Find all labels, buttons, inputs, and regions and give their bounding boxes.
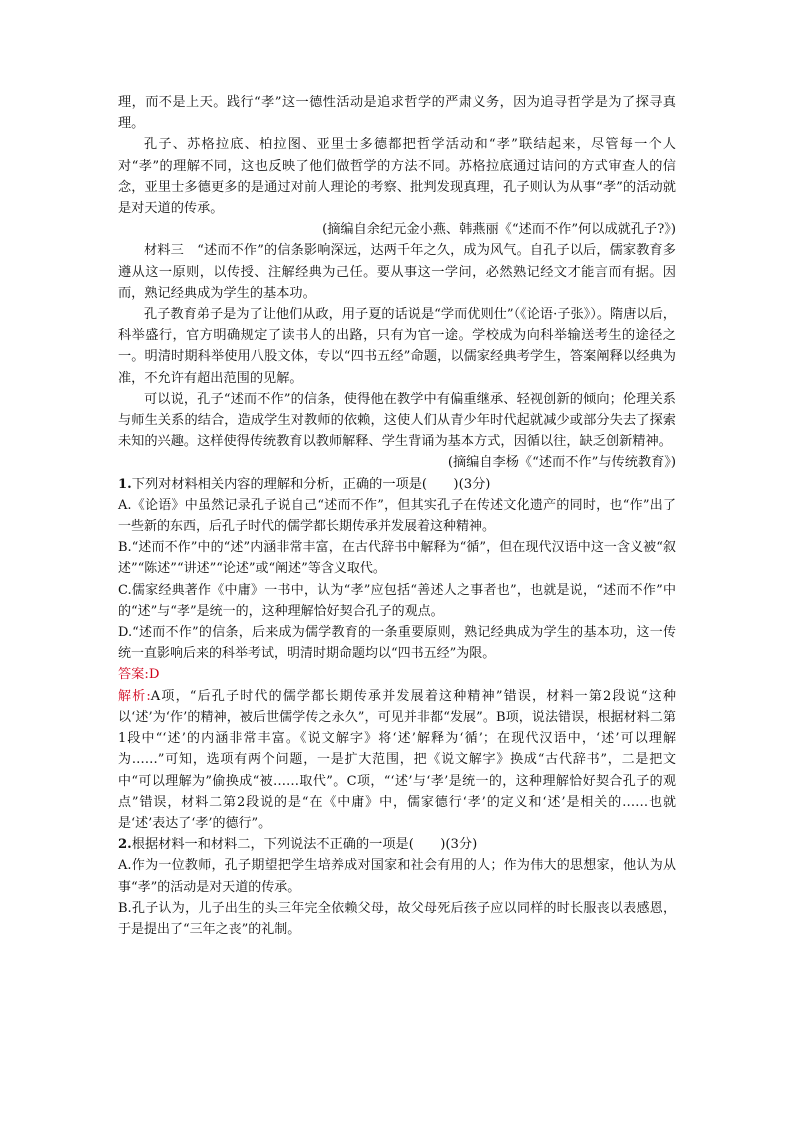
- question-stem: [118, 834, 676, 855]
- source-citation: (摘编自余纪元金小燕、韩燕丽《“述而不作”何以成就孔子?》): [322, 222, 676, 238]
- option-a: A.作为一位教师，孔子期望把学生培养成对国家和社会有用的人；作为伟大的思想家，他认为从事“孝”的活动是对天道的传承。: [118, 858, 676, 895]
- analysis-text: A项，“后孔子时代的儒学都长期传承并发展着这种精神”错误，材料一第2段说“这种以‘述’为‘作’的精神，被后世儒学传之永久”，可见并非都“发展”。B项，说法错误，根据材料二第1段中“‘述’的内涵非常丰富。《说文解字》将‘述’解释为‘循’；在现代汉语中，‘述’可以理解为……”可知，选项有两个问题，一是扩大范围，把《说文解字》换成“古代辞书”，二是把文中“可以理解为”偷换成“被……取代”。C项，“‘述’与‘孝’是统一的，这种理解恰好契合孔子的观点”错误，材料二第2段说的是“在《中庸》中，儒家德行‘孝’的定义和‘述’是相关的……也就是‘述’表达了‘孝’的德行”。: [118, 688, 676, 831]
- passage-paragraph: 孔子、苏格拉底、柏拉图、亚里士多德都把哲学活动和“孝”联结起来，尽管每一个人对“孝”的理解不同，这也反映了他们做哲学的方法不同。苏格拉底通过诘问的方式审查人的信念，亚里士多德更多的是通过对前人理论的考察、批判发现真理，孔子则认为从事“孝”的活动就是对天道的传承。: [118, 137, 676, 217]
- option-d: D.“述而不作”的信条，后来成为儒学教育的一条重要原则，熟记经典成为学生的基本功，这一传统一直影响后来的科举考试，明清时期命题均以“四书五经”为限。: [118, 625, 676, 662]
- answer: [118, 664, 676, 685]
- question-text: 根据材料一和材料二，下列说法不正确的一项是( )(3分): [131, 837, 478, 853]
- document-body: [118, 92, 676, 940]
- option-b: B.“述而不作”中的“述”内涵非常丰富，在古代辞书中解释为“循”，但在现代汉语中这一含义被“叙述”“陈述”“讲述”“论述”或“阐述”等含义取代。: [118, 540, 676, 577]
- passage-paragraph: 孔子教育弟子是为了让他们从政，用子夏的话说是“学而优则仕”（《论语·子张》）。隋唐以后，科举盛行，官方明确规定了读书人的出路，只有为官一途。学校成为向科举输送考生的途径之一。明清时期科举使用八股文体，专以“四书五经”命题，以儒家经典考学生，答案阐释以经典为准，不允许有超出范围的见解。: [118, 307, 676, 386]
- passage-paragraph: 可以说，孔子“述而不作”的信条，使得他在教学中有偏重继承、轻视创新的倾向；伦理关系与师生关系的结合，造成学生对教师的依赖，这使人们从青少年时代起就减少或部分失去了探索未知的兴趣。这样使得传统教育以教师解释、学生背诵为基本方式，因循以往，缺乏创新精神。: [118, 391, 676, 450]
- answer-value: D: [148, 667, 160, 683]
- question-stem: [118, 474, 676, 495]
- source-citation: (摘编自李杨《“述而不作”与传统教育》): [447, 455, 676, 471]
- question-number: 2.: [118, 837, 132, 853]
- passage-paragraph: 理，而不是上天。践行“孝”这一德性活动是追求哲学的严肃义务，因为追寻哲学是为了探寻真理。: [118, 95, 676, 132]
- option-b: B.孔子认为，儿子出生的头三年完全依赖父母，故父母死后孩子应以同样的时长服丧以表感恩，于是提出了“三年之丧”的礼制。: [118, 900, 676, 937]
- option-c: C.儒家经典著作《中庸》一书中，认为“孝”应包括“善述人之事者也”，也就是说，“述而不作”中的“述”与“孝”是统一的，这种理解恰好契合孔子的观点。: [118, 582, 676, 619]
- question-number: 1.: [118, 476, 132, 492]
- passage-paragraph: 材料三 “述而不作”的信条影响深远，达两千年之久，成为风气。自孔子以后，儒家教育多遵从这一原则，以传授、注解经典为己任。要从事这一学问，必然熟记经文才能言而有据。因而，熟记经典成为学生的基本功。: [118, 243, 676, 301]
- analysis-label: 解析:: [118, 688, 151, 704]
- question-text: 下列对材料相关内容的理解和分析，正确的一项是( )(3分): [131, 476, 491, 492]
- answer-label: 答案:: [118, 667, 149, 683]
- analysis: [118, 686, 676, 834]
- option-a: A.《论语》中虽然记录孔子说自己“述而不作”，但其实孔子在传述文化遗产的同时，也“作”出了一些新的东西，后孔子时代的儒学都长期传承并发展着这种精神。: [118, 497, 676, 535]
